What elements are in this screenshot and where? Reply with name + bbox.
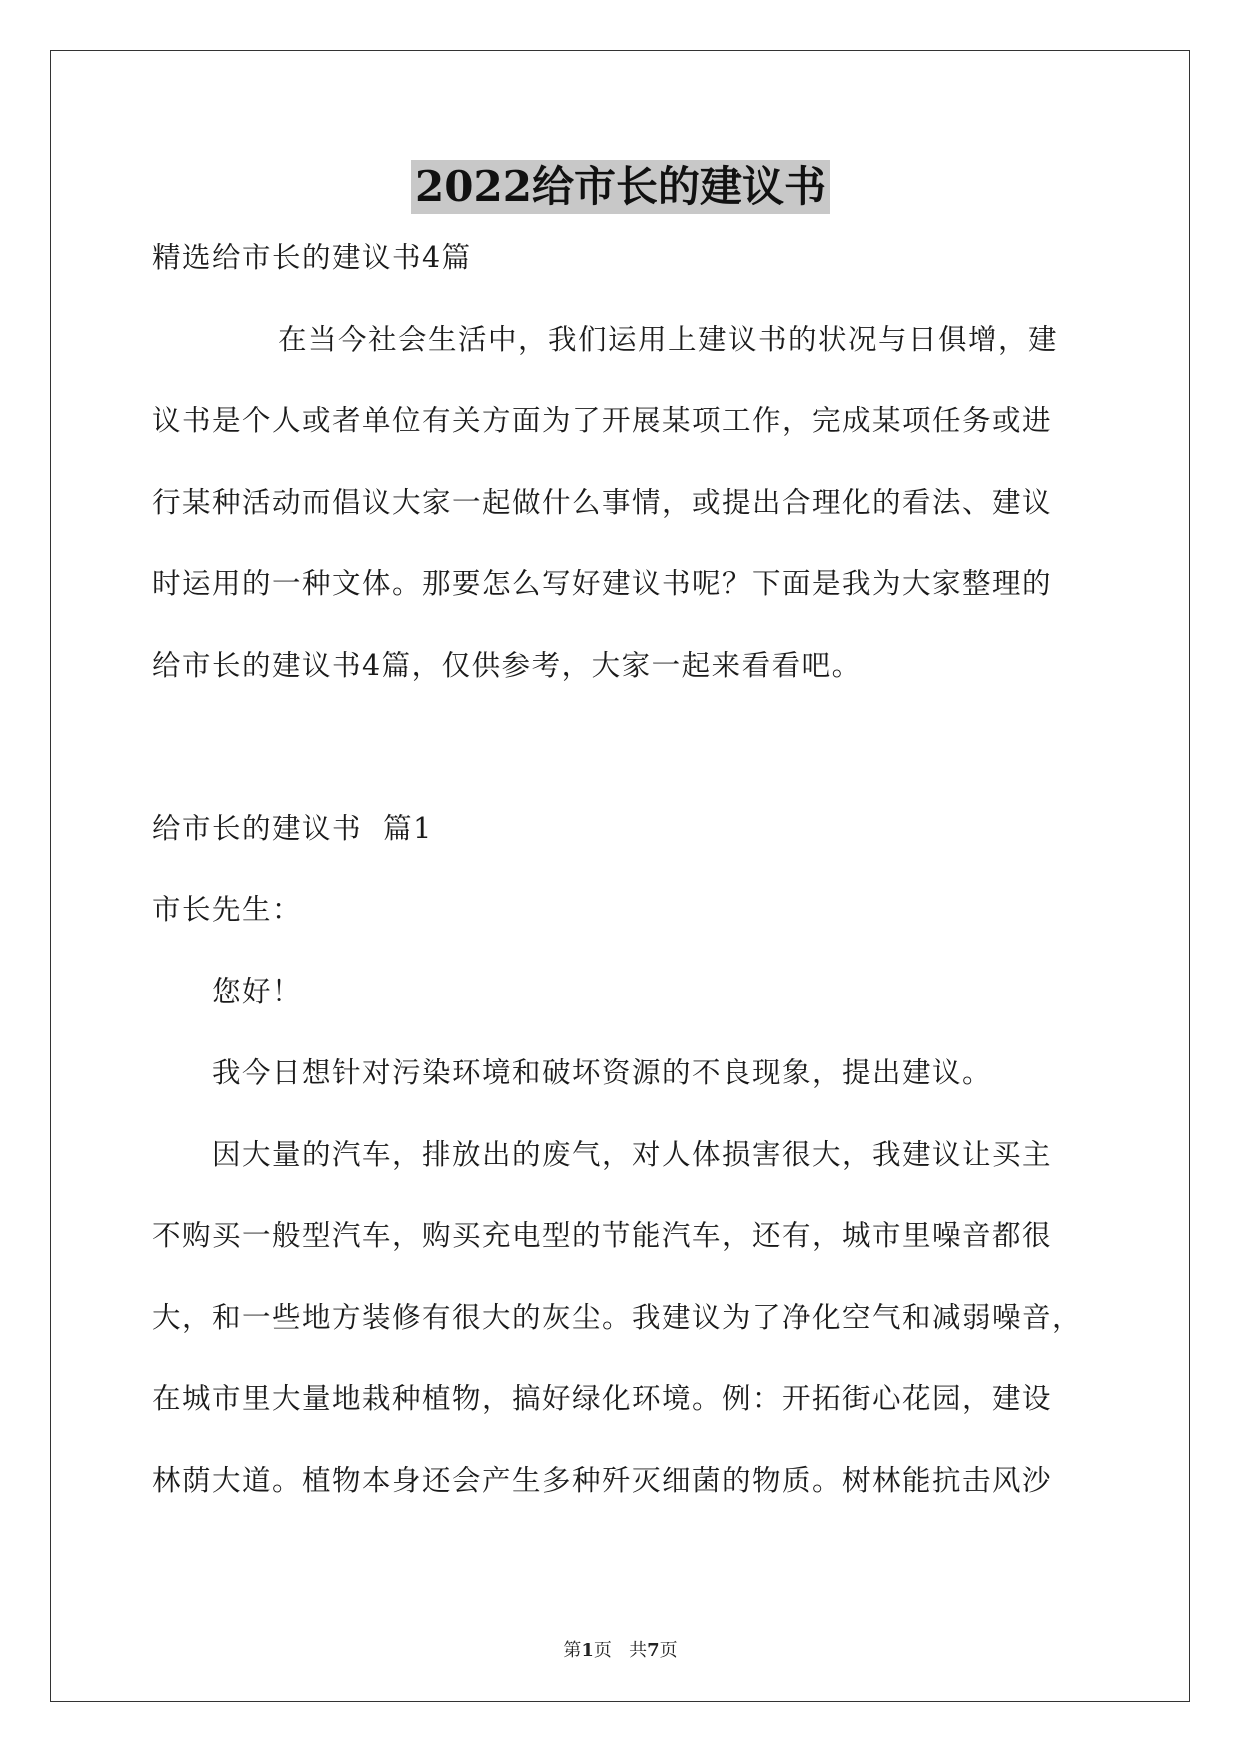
section-heading: 给市长的建议书 篇1 <box>152 811 433 845</box>
intro-line: 在当今社会生活中，我们运用上建议书的状况与日俱增，建 <box>278 322 1059 356</box>
body-paragraph-line: 大，和一些地方装修有很大的灰尘。我建议为了净化空气和减弱噪音， <box>152 1300 1083 1334</box>
total-suffix: 页 <box>659 1640 678 1661</box>
page-number: 1 <box>581 1640 594 1661</box>
page-prefix: 第 <box>563 1640 582 1661</box>
intro-line: 给市长的建议书4篇，仅供参考，大家一起来看看吧。 <box>152 648 862 682</box>
body-paragraph-line: 我今日想针对污染环境和破坏资源的不良现象，提出建议。 <box>212 1056 993 1089</box>
intro-line: 行某种活动而倡议大家一起做什么事情，或提出合理化的看法、建议 <box>152 485 1053 519</box>
total-pages: 7 <box>647 1640 660 1661</box>
body-paragraph-line: 不购买一般型汽车，购买充电型的节能汽车，还有，城市里噪音都很 <box>152 1219 1053 1252</box>
intro-line: 议书是个人或者单位有关方面为了开展某项工作，完成某项任务或进 <box>152 404 1053 437</box>
page-suffix: 页 <box>593 1640 612 1661</box>
title-wrap <box>0 160 1241 214</box>
salutation: 市长先生： <box>152 893 303 926</box>
body-paragraph-line: 因大量的汽车，排放出的废气，对人体损害很大，我建议让买主 <box>212 1137 1053 1171</box>
total-prefix: 共 <box>629 1640 648 1661</box>
body-paragraph-line: 在城市里大量地栽种植物，搞好绿化环境。例：开拓街心花园，建设 <box>152 1382 1053 1415</box>
document-subtitle: 精选给市长的建议书4篇 <box>152 241 472 274</box>
intro-line: 时运用的一种文体。那要怎么写好建议书呢？下面是我为大家整理的 <box>152 567 1053 600</box>
body-paragraph-line: 林荫大道。植物本身还会产生多种歼灭细菌的物质。树林能抗击风沙 <box>152 1463 1053 1497</box>
document-title: 2022给市长的建议书 <box>411 160 830 214</box>
page-footer <box>0 1636 1241 1662</box>
greeting: 您好！ <box>212 974 303 1008</box>
document-body <box>152 238 1092 1542</box>
